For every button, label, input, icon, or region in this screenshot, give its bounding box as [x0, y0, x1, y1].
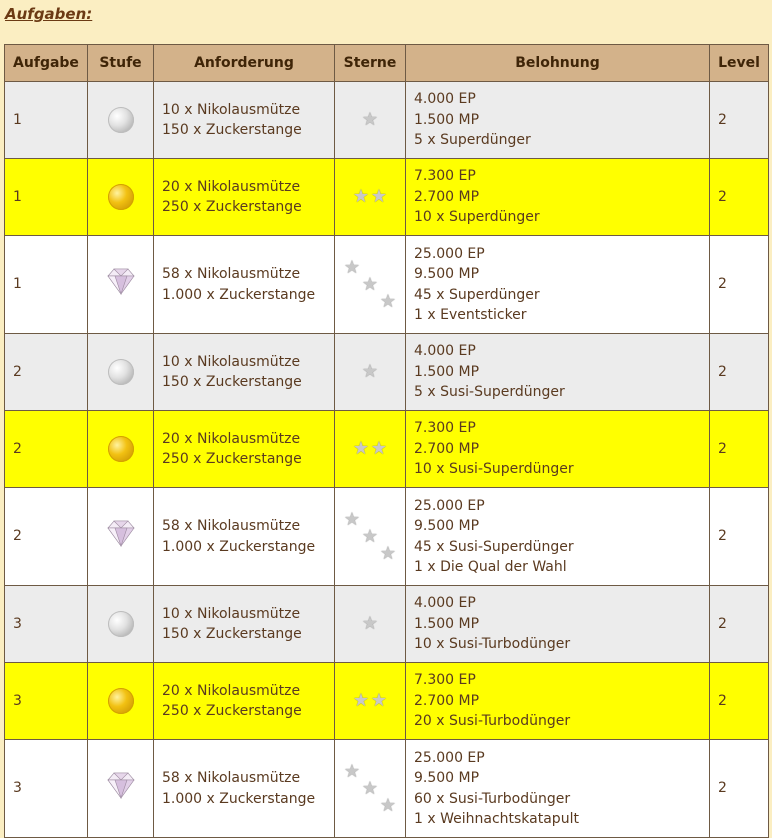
- belohnung-line: 9.500 MP: [414, 770, 480, 786]
- anforderung-line: 58 x Nikolausmütze: [162, 518, 301, 534]
- sterne-cell: [335, 411, 406, 488]
- anforderung-cell: [154, 82, 335, 159]
- gold-coin-icon: [108, 184, 134, 210]
- aufgabe-cell: 1: [5, 236, 88, 334]
- anforderung-line: 10 x Nikolausmütze: [162, 353, 301, 370]
- table-row: [5, 236, 769, 334]
- level-cell: 2: [710, 236, 769, 334]
- table-row: [5, 334, 769, 411]
- header-aufgabe: Aufgabe: [5, 45, 88, 82]
- belohnung-line: 1 x Weihnachtskatapult: [414, 811, 579, 827]
- level-cell: 2: [710, 740, 769, 838]
- level-cell: 2: [710, 411, 769, 488]
- sterne-cell: [335, 236, 406, 334]
- sterne-cell: [335, 159, 406, 236]
- belohnung-cell: [406, 740, 710, 838]
- diamond-icon: [106, 771, 136, 806]
- anforderung-cell: [154, 334, 335, 411]
- belohnung-line: 25.000 EP: [414, 245, 485, 262]
- level-cell: 2: [710, 82, 769, 159]
- star-icon: ★: [361, 525, 379, 547]
- anforderung-cell: [154, 488, 335, 586]
- silver-coin-icon: [108, 107, 134, 133]
- anforderung-line: 20 x Nikolausmütze: [162, 178, 301, 195]
- stufe-cell: [88, 586, 154, 663]
- belohnung-line: 20 x Susi-Turbodünger: [414, 713, 571, 730]
- belohnung-line: 9.500 MP: [414, 266, 480, 282]
- stars-group: [343, 94, 397, 146]
- anforderung-cell: [154, 159, 335, 236]
- star-icon: ★: [361, 273, 379, 295]
- header-stufe: Stufe: [88, 45, 154, 82]
- sterne-cell: [335, 663, 406, 740]
- aufgabe-cell: 1: [5, 159, 88, 236]
- gold-coin-icon: [108, 436, 134, 462]
- stufe-cell: [88, 411, 154, 488]
- stufe-cell: [88, 740, 154, 838]
- belohnung-cell: [406, 586, 710, 663]
- level-cell: 2: [710, 586, 769, 663]
- stars-group: [343, 423, 397, 475]
- anforderung-line: 10 x Nikolausmütze: [162, 605, 301, 622]
- level-cell: 2: [710, 663, 769, 740]
- belohnung-line: 1.500 MP: [414, 111, 480, 128]
- level-cell: 2: [710, 488, 769, 586]
- sterne-cell: [335, 586, 406, 663]
- page-title: Aufgaben:: [5, 5, 93, 23]
- table-row: [5, 586, 769, 663]
- anforderung-line: 250 x Zuckerstange: [162, 199, 302, 215]
- table-row: [5, 663, 769, 740]
- anforderung-line: 1.000 x Zuckerstange: [162, 286, 316, 303]
- stars-group: [343, 346, 397, 398]
- table-row: [5, 411, 769, 488]
- level-cell: 2: [710, 334, 769, 411]
- anforderung-line: 250 x Zuckerstange: [162, 703, 302, 719]
- anforderung-line: 10 x Nikolausmütze: [162, 101, 301, 118]
- star-icon: ★: [361, 361, 379, 382]
- belohnung-cell: [406, 411, 710, 488]
- anforderung-line: 250 x Zuckerstange: [162, 451, 302, 467]
- aufgabe-cell: 3: [5, 740, 88, 838]
- belohnung-line: 25.000 EP: [414, 749, 485, 766]
- sterne-cell: [335, 488, 406, 586]
- belohnung-line: 10 x Susi-Turbodünger: [414, 636, 571, 653]
- table-header-row: [5, 45, 769, 82]
- star-icon: ★: [370, 690, 388, 711]
- belohnung-line: 1 x Eventsticker: [414, 307, 527, 323]
- star-icon: ★: [361, 777, 379, 799]
- anforderung-line: 150 x Zuckerstange: [162, 374, 302, 390]
- tasks-table: [4, 44, 769, 838]
- star-icon: ★: [352, 438, 370, 459]
- star-icon: ★: [343, 760, 361, 782]
- anforderung-line: 58 x Nikolausmütze: [162, 770, 301, 786]
- belohnung-line: 7.300 EP: [414, 420, 476, 437]
- belohnung-line: 5 x Susi-Superdünger: [414, 384, 565, 401]
- anforderung-cell: [154, 236, 335, 334]
- belohnung-cell: [406, 82, 710, 159]
- aufgabe-cell: 2: [5, 488, 88, 586]
- stars-group: [343, 256, 397, 312]
- belohnung-line: 9.500 MP: [414, 518, 480, 534]
- diamond-icon: [106, 267, 136, 302]
- belohnung-line: 5 x Superdünger: [414, 132, 531, 149]
- belohnung-line: 4.000 EP: [414, 343, 476, 360]
- belohnung-cell: [406, 488, 710, 586]
- stars-group: [343, 508, 397, 564]
- star-icon: ★: [379, 542, 397, 564]
- belohnung-cell: [406, 236, 710, 334]
- level-cell: 2: [710, 159, 769, 236]
- anforderung-cell: [154, 411, 335, 488]
- aufgabe-cell: 3: [5, 586, 88, 663]
- header-belohnung: Belohnung: [406, 45, 710, 82]
- gold-coin-icon: [108, 688, 134, 714]
- silver-coin-icon: [108, 611, 134, 637]
- sterne-cell: [335, 334, 406, 411]
- sterne-cell: [335, 740, 406, 838]
- belohnung-line: 4.000 EP: [414, 595, 476, 612]
- anforderung-line: 20 x Nikolausmütze: [162, 682, 301, 699]
- belohnung-line: 4.000 EP: [414, 91, 476, 108]
- belohnung-cell: [406, 663, 710, 740]
- star-icon: ★: [370, 438, 388, 459]
- belohnung-line: 10 x Superdünger: [414, 209, 540, 226]
- star-icon: ★: [379, 290, 397, 312]
- aufgabe-cell: 2: [5, 334, 88, 411]
- belohnung-line: 2.700 MP: [414, 188, 480, 205]
- belohnung-line: 45 x Susi-Superdünger: [414, 538, 574, 555]
- aufgabe-cell: 2: [5, 411, 88, 488]
- belohnung-line: 7.300 EP: [414, 672, 476, 689]
- belohnung-line: 2.700 MP: [414, 692, 480, 709]
- belohnung-cell: [406, 159, 710, 236]
- anforderung-cell: [154, 586, 335, 663]
- star-icon: ★: [361, 109, 379, 130]
- belohnung-line: 1.500 MP: [414, 363, 480, 380]
- header-anforderung: Anforderung: [154, 45, 335, 82]
- belohnung-line: 45 x Superdünger: [414, 286, 540, 303]
- belohnung-line: 1 x Die Qual der Wahl: [414, 559, 567, 575]
- anforderung-line: 1.000 x Zuckerstange: [162, 538, 316, 555]
- belohnung-cell: [406, 334, 710, 411]
- star-icon: ★: [343, 508, 361, 530]
- belohnung-line: 7.300 EP: [414, 168, 476, 185]
- star-icon: ★: [361, 613, 379, 634]
- stufe-cell: [88, 488, 154, 586]
- stufe-cell: [88, 82, 154, 159]
- star-icon: ★: [352, 690, 370, 711]
- stars-group: [343, 760, 397, 816]
- header-sterne: Sterne: [335, 45, 406, 82]
- belohnung-line: 60 x Susi-Turbodünger: [414, 790, 571, 807]
- stufe-cell: [88, 159, 154, 236]
- belohnung-line: 1.500 MP: [414, 615, 480, 632]
- anforderung-cell: [154, 663, 335, 740]
- anforderung-line: 20 x Nikolausmütze: [162, 430, 301, 447]
- star-icon: ★: [343, 256, 361, 278]
- anforderung-cell: [154, 740, 335, 838]
- stars-group: [343, 675, 397, 727]
- aufgabe-cell: 1: [5, 82, 88, 159]
- stufe-cell: [88, 663, 154, 740]
- anforderung-line: 150 x Zuckerstange: [162, 122, 302, 138]
- aufgabe-cell: 3: [5, 663, 88, 740]
- star-icon: ★: [370, 186, 388, 207]
- stars-group: [343, 598, 397, 650]
- stars-group: [343, 171, 397, 223]
- anforderung-line: 150 x Zuckerstange: [162, 626, 302, 642]
- diamond-icon: [106, 519, 136, 554]
- star-icon: ★: [379, 794, 397, 816]
- silver-coin-icon: [108, 359, 134, 385]
- stufe-cell: [88, 236, 154, 334]
- sterne-cell: [335, 82, 406, 159]
- header-level: Level: [710, 45, 769, 82]
- table-row: [5, 82, 769, 159]
- star-icon: ★: [352, 186, 370, 207]
- belohnung-line: 10 x Susi-Superdünger: [414, 461, 574, 478]
- belohnung-line: 25.000 EP: [414, 497, 485, 514]
- table-row: [5, 740, 769, 838]
- stufe-cell: [88, 334, 154, 411]
- belohnung-line: 2.700 MP: [414, 440, 480, 457]
- anforderung-line: 58 x Nikolausmütze: [162, 266, 301, 282]
- table-row: [5, 488, 769, 586]
- table-row: [5, 159, 769, 236]
- anforderung-line: 1.000 x Zuckerstange: [162, 790, 316, 807]
